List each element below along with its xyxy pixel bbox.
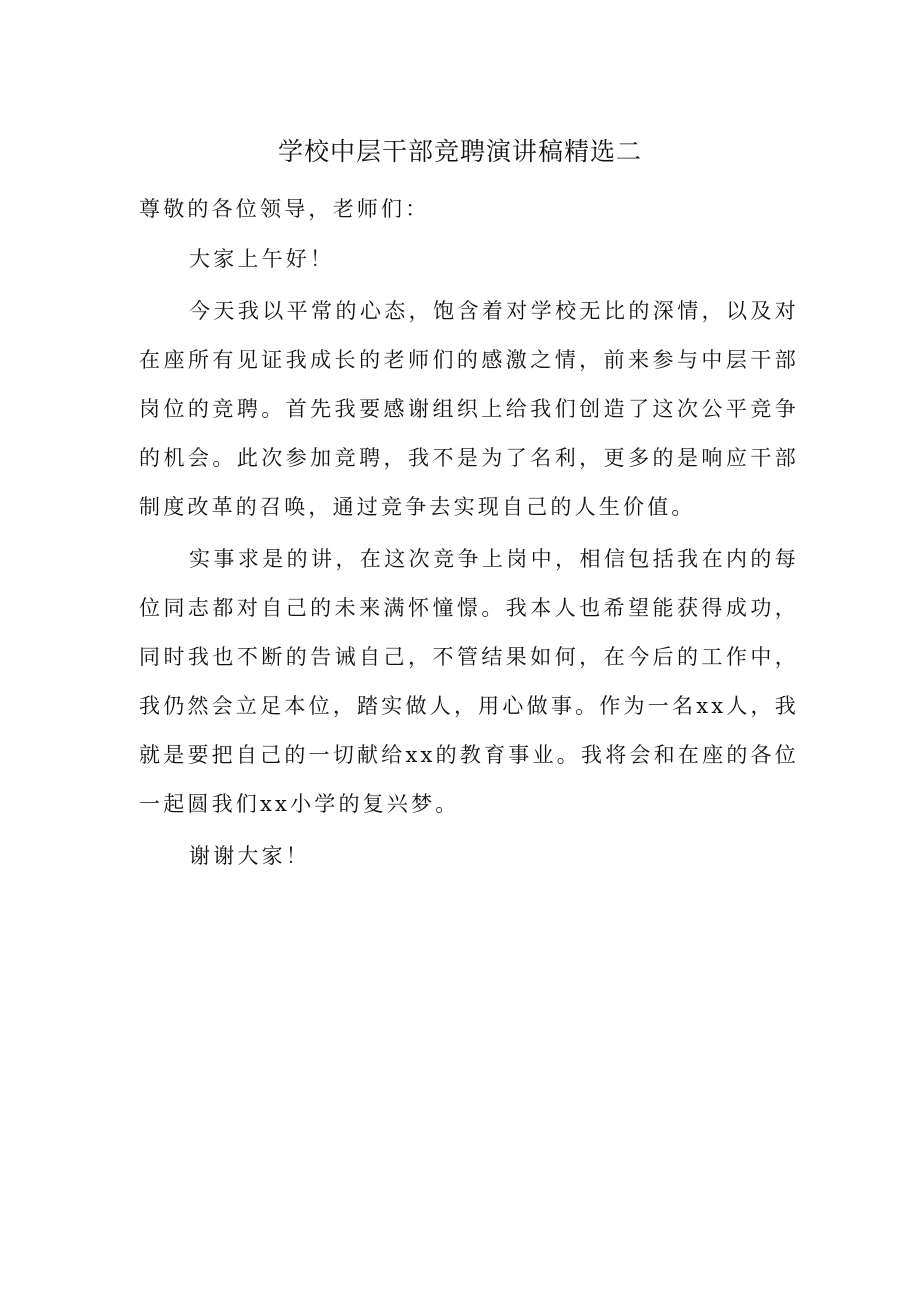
salutation: 尊敬的各位领导，老师们： bbox=[139, 197, 430, 221]
paragraph-introduction: 今天我以平常的心态，饱含着对学校无比的深情，以及对在座所有见证我成长的老师们的感激之情，前来参与中层干部岗位的竞聘。首先我要感谢组织上给我们创造了这次公平竞争的机会。此次参加竞聘，我不是为了名利，更多的是响应干部制度改革的召唤，通过竞争去实现自己的人生价值。 bbox=[139, 299, 799, 519]
paragraph-closing: 谢谢大家！ bbox=[189, 844, 310, 868]
document-title: 学校中层干部竞聘演讲稿精选二 bbox=[277, 137, 642, 166]
document-body bbox=[139, 185, 799, 884]
paragraph-greeting: 大家上午好！ bbox=[189, 247, 335, 271]
paragraph-commitment: 实事求是的讲，在这次竞争上岗中，相信包括我在内的每位同志都对自己的未来满怀憧憬。我本人也希望能获得成功，同时我也不断的告诫自己，不管结果如何，在今后的工作中，我仍然会立足本位，踏实做人，用心做事。作为一名xx人，我就是要把自己的一切献给xx的教育事业。我将会和在座的各位一起圆我们xx小学的复兴梦。 bbox=[139, 547, 799, 816]
